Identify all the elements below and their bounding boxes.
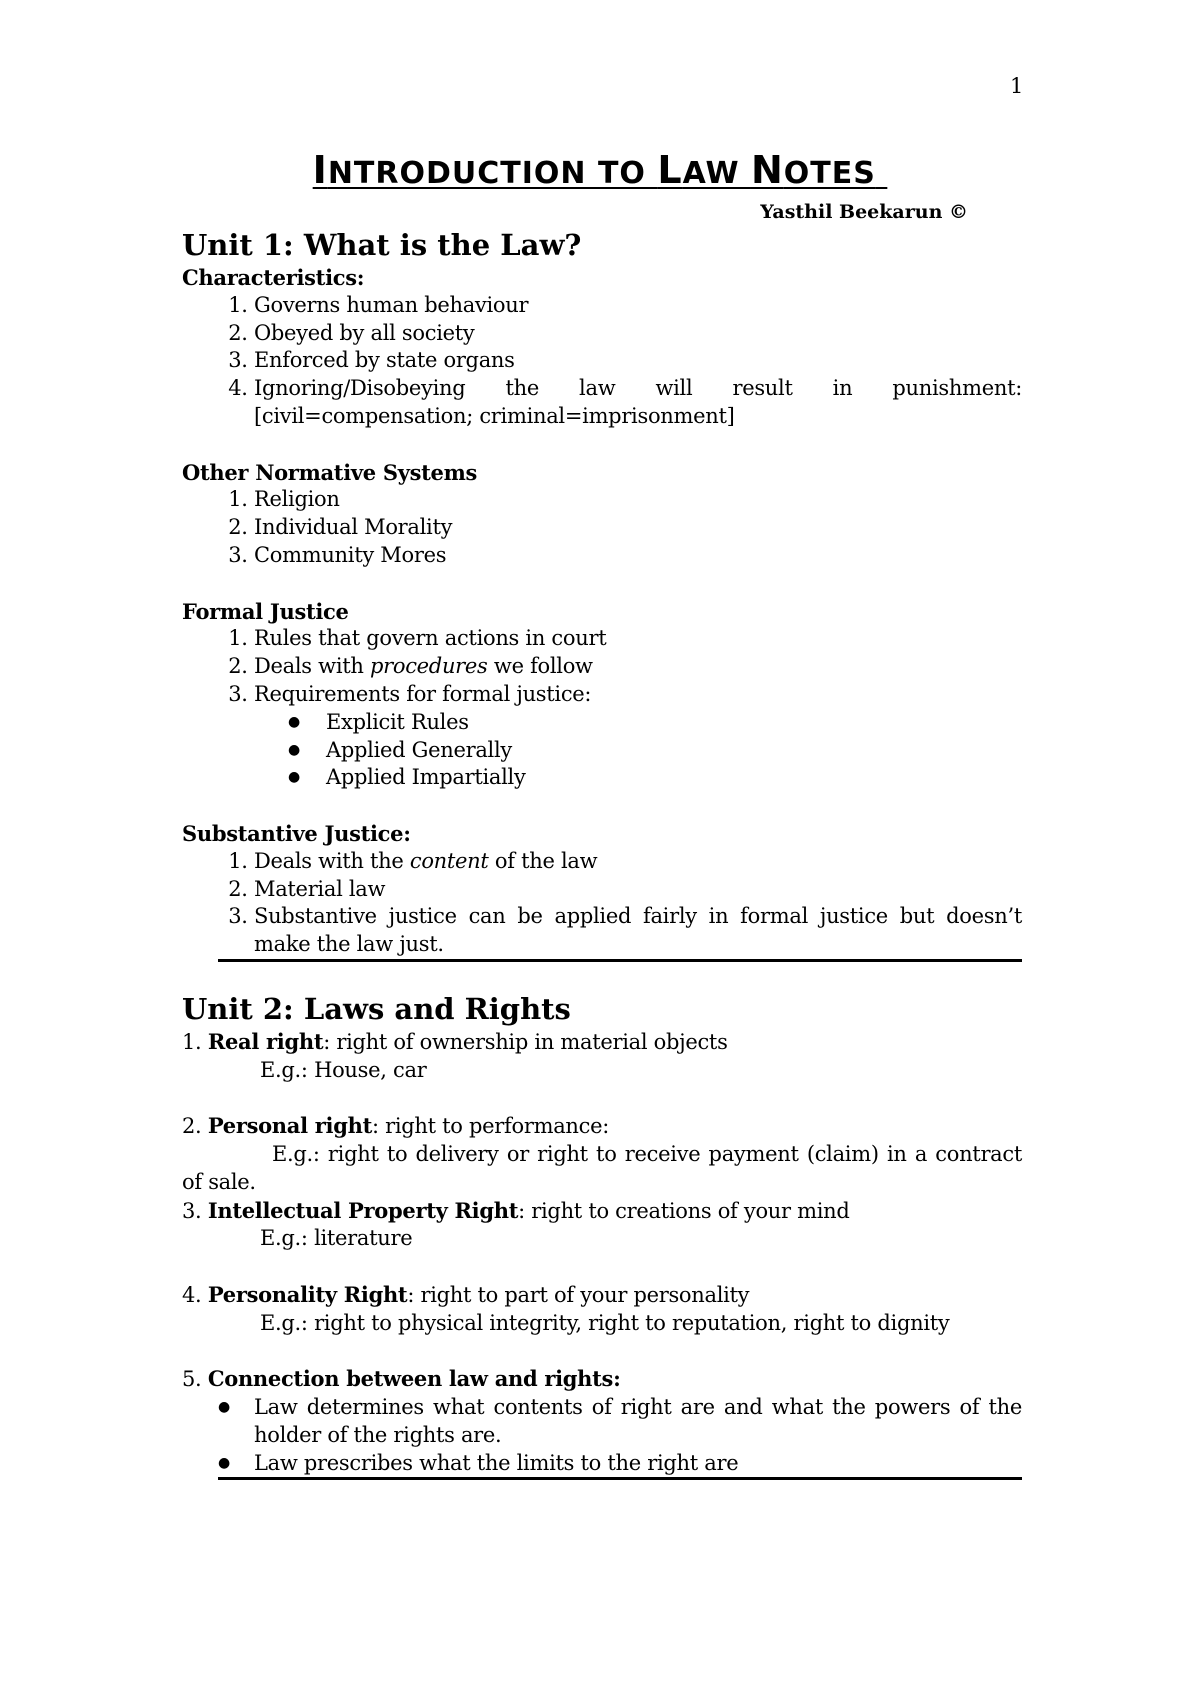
list-item: 1. Religion [254,486,1022,514]
right-description: : right of ownership in material objects [323,1029,728,1054]
right-item-personal [182,1112,1022,1141]
right-term: Real right [207,1028,324,1054]
right-description: : right to part of your personality [407,1282,750,1307]
formal-justice-heading: Formal Justice [182,598,349,624]
substantive-justice-list [182,848,1022,959]
title-rest-1: NTRODUCTION TO [327,156,658,191]
title-rest-3: OTES [783,156,876,191]
list-item: 3. Community Mores [254,542,1022,570]
title-initial-3: N [750,148,784,192]
right-item-personality [182,1281,1022,1310]
substantive-justice-heading: Substantive Justice: [182,820,411,846]
document-title [0,148,1200,192]
normative-systems-list [182,486,1022,569]
text-fragment: we follow [487,654,593,679]
requirements-bullets [254,709,1022,792]
right-description: : right to performance: [371,1114,609,1139]
title-initial-2: L [657,148,683,192]
section-divider [218,1477,1022,1480]
list-item: 2. Obeyed by all society [254,320,1022,348]
list-item: 3. Substantive justice can be applied fairly in formal justice but doesn’t make the law just. [254,903,1022,959]
connection-bullets [182,1394,1022,1477]
unit1-heading: Unit 1: What is the Law? [182,228,582,262]
formal-justice-list [182,625,1022,792]
item-number: 1. [182,1029,202,1054]
emphasis-text: procedures [369,654,488,679]
bullet-item: ● Applied Impartially [326,764,1022,792]
list-item [254,848,1022,876]
connection-heading-text: Connection between law and rights: [207,1366,621,1392]
title-text [312,148,888,192]
list-item: 1. Governs human behaviour [254,292,1022,320]
emphasis-text: content [409,848,489,873]
right-example: E.g.: right to physical integrity, right to reputation, right to dignity [260,1310,950,1335]
right-term: Personal right [207,1113,372,1139]
list-item: 3. Enforced by state organs [254,347,1022,375]
right-example: E.g.: right to delivery or right to receive payment (claim) in a contract of sale. [182,1141,1022,1194]
normative-systems-heading: Other Normative Systems [182,459,478,485]
text-fragment: of the law [488,848,598,873]
characteristics-list [182,292,1022,431]
list-item [254,681,1022,792]
item-number: 5. [182,1367,202,1392]
unit2-heading: Unit 2: Laws and Rights [182,991,571,1026]
bullet-item: ● Law prescribes what the limits to the right are [254,1450,1022,1478]
characteristics-heading: Characteristics: [182,265,365,290]
bullet-item: ● Explicit Rules [326,709,1022,737]
item-number: 2. [182,1114,202,1139]
bullet-item: ● Law determines what contents of right are and what the powers of the holder of the rights are. [254,1394,1022,1450]
bullet-item: ● Applied Generally [326,737,1022,765]
right-example: E.g.: literature [260,1226,413,1251]
list-item: 2. Individual Morality [254,514,1022,542]
text-fragment: Requirements for formal justice: [254,681,592,706]
text-fragment: Deals with the [254,848,410,873]
right-example: E.g.: House, car [260,1057,427,1082]
right-item-intellectual [182,1197,1022,1226]
right-term: Personality Right [207,1281,408,1307]
right-description: : right to creations of your mind [518,1198,850,1223]
author-credit: Yasthil Beekarun © [760,201,968,223]
document-body [182,226,1022,1480]
list-item: 1. Rules that govern actions in court [254,625,1022,653]
list-item: 2. Material law [254,876,1022,904]
item-number: 3. [182,1198,202,1223]
connection-heading [182,1365,1022,1394]
title-initial-1: I [312,148,328,192]
list-item [254,653,1022,681]
title-rest-2: AW [682,156,751,191]
page-number: 1 [1010,74,1024,98]
text-fragment: Deals with [254,654,370,679]
right-term: Intellectual Property Right [207,1197,519,1223]
right-item-real [182,1028,1022,1057]
list-item: 4. Ignoring/Disobeying the law will result in punishment: [civil=compensation; criminal=imprisonment] [254,375,1022,431]
item-number: 4. [182,1282,202,1307]
